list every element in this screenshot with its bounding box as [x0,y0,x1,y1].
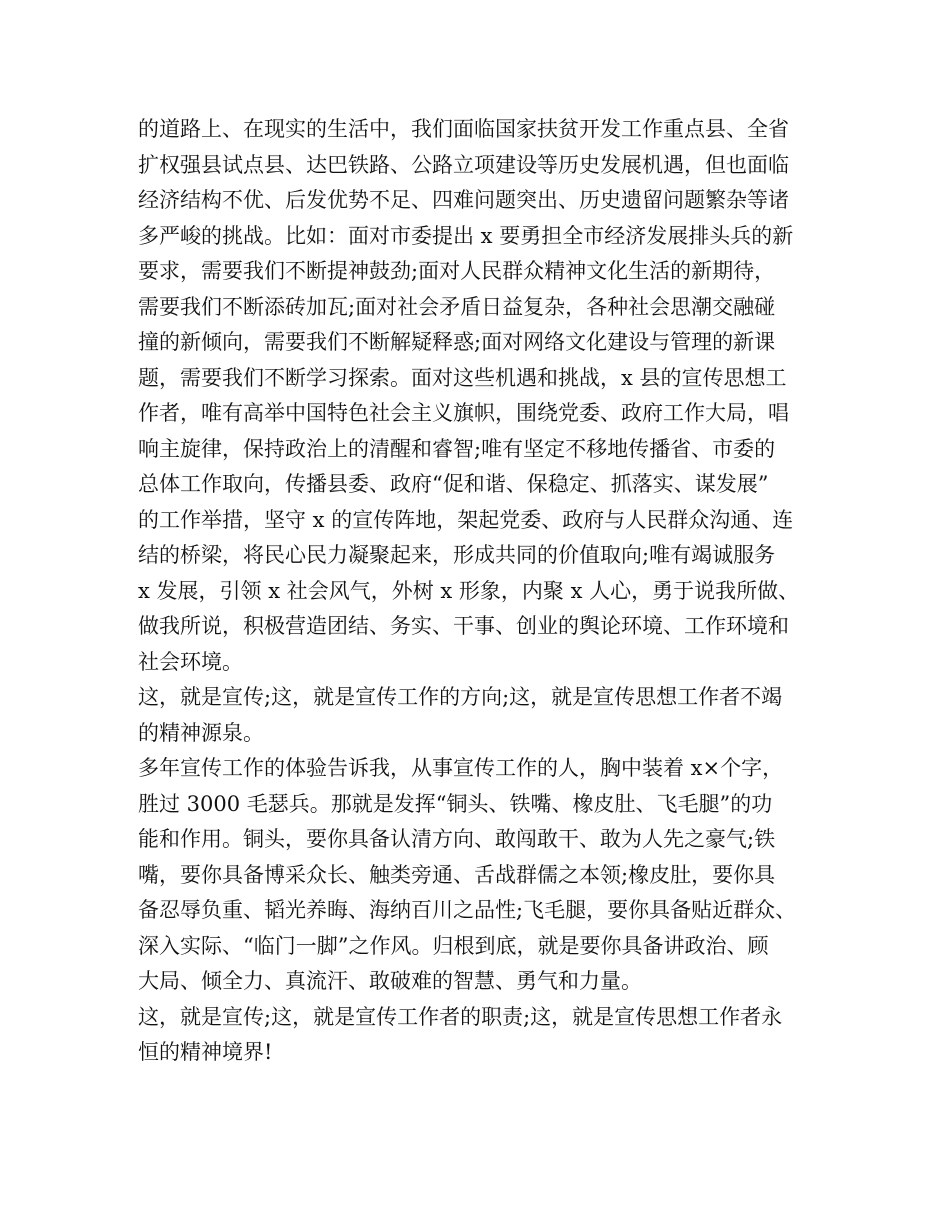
text-line: 多年宣传工作的体验告诉我，从事宣传工作的人，胸中装着 x×个字， [138,756,784,780]
text-line: 扩权强县试点县、达巴铁路、公路立项建设等历史发展机遇，但也面临 [138,152,789,177]
text-line: 多严峻的挑战。比如：面对市委提出 x 要勇担全市经济发展排头兵的新 [138,223,794,248]
text-line: 恒的精神境界! [138,1040,273,1064]
text-line: 的道路上、在现实的生活中，我们面临国家扶贫开发工作重点县、全省 [138,117,789,141]
text-line: 题，需要我们不断学习探索。面对这些机遇和挑战，x 县的宣传思想工 [138,365,787,390]
text-line: 总体工作取向，传播县委、政府“促和谐、保稳定、抓落实、谋发展” [138,472,769,496]
text-line: 做我所说，积极营造团结、务实、干事、创业的舆论环境、工作环境和 [138,614,789,638]
text-line: 撞的新倾向，需要我们不断解疑释惑;面对网络文化建设与管理的新课 [138,330,776,354]
text-line: 要求，需要我们不断提神鼓劲;面对人民群众精神文化生活的新期待， [138,259,776,283]
text-line: 需要我们不断添砖加瓦;面对社会矛盾日益复杂，各种社会思潮交融碰 [138,294,776,319]
text-line: 大局、倾全力、真流汗、敢破难的智慧、勇气和力量。 [138,969,642,993]
text-line: 响主旋律，保持政治上的清醒和睿智;唯有坚定不移地传播省、市委的 [138,436,776,461]
text-line: 胜过 3000 毛瑟兵。那就是发挥“铜头、铁嘴、橡皮肚、飞毛腿”的功 [138,791,773,816]
text-line: 社会环境。 [138,649,243,674]
text-line: 的工作举措，坚守 x 的宣传阵地，架起党委、政府与人民群众沟通、连 [138,507,794,532]
text-line: 能和作用。铜头，要你具备认清方向、敢闯敢干、敢为人先之豪气;铁 [138,827,776,851]
text-line: 深入实际、“临门一脚”之作风。归根到底，就是要你具备讲政治、顾 [138,933,769,958]
text-line: 的精神源泉。 [138,720,264,745]
text-line: 这，就是宣传;这，就是宣传工作的方向;这，就是宣传思想工作者不竭 [138,685,783,709]
text-line: 经济结构不优、后发优势不足、四难问题突出、历史遗留问题繁杂等诸 [138,188,789,212]
text-line: 嘴，要你具备博采众长、触类旁通、舌战群儒之本领;橡皮肚，要你具 [138,862,776,887]
text-line: x 发展，引领 x 社会风气，外树 x 形象，内聚 x 人心，勇于说我所做、 [138,578,800,603]
text-line: 这，就是宣传;这，就是宣传工作者的职责;这，就是宣传思想工作者永 [138,1004,783,1029]
text-line: 备忍辱负重、韬光养晦、海纳百川之品性;飞毛腿，要你具备贴近群众、 [138,898,797,922]
body-text [138,112,828,1071]
text-line: 作者，唯有高举中国特色社会主义旗帜，围绕党委、政府工作大局，唱 [138,401,789,425]
text-line: 结的桥梁，将民心民力凝聚起来，形成共同的价值取向;唯有竭诚服务 [138,543,776,567]
